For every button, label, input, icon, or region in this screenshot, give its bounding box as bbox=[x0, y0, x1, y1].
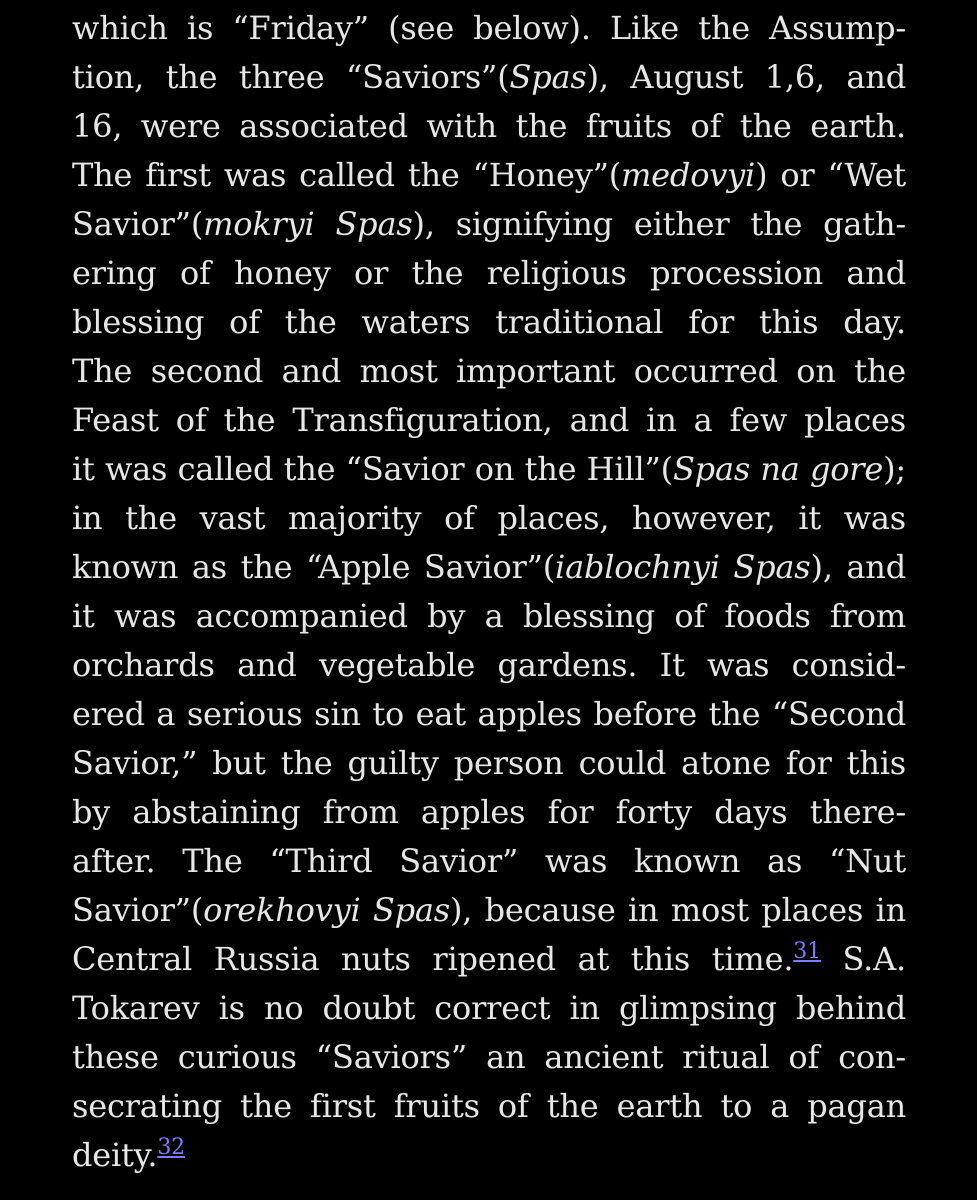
text-run: deity. bbox=[72, 1136, 158, 1174]
text-run: ), and bbox=[810, 548, 906, 586]
text-run: Central Russia nuts ripened at this time. bbox=[72, 940, 794, 978]
text-run: Tokarev is no doubt correct in glimpsing behind bbox=[72, 989, 906, 1027]
italic-term: medovyi bbox=[621, 156, 756, 194]
text-line bbox=[72, 1033, 906, 1082]
text-line bbox=[72, 298, 906, 347]
text-run: ered a serious sin to eat apples before the “Second bbox=[72, 695, 906, 733]
text-run: known as the “Apple Savior”( bbox=[72, 548, 556, 586]
text-line bbox=[72, 690, 906, 739]
text-run: ); bbox=[883, 450, 906, 488]
text-run: Savior”( bbox=[72, 205, 204, 243]
text-run: blessing of the waters traditional for this day. bbox=[72, 303, 906, 341]
text-run: ) or “Wet bbox=[755, 156, 906, 194]
text-line bbox=[72, 347, 906, 396]
text-line bbox=[72, 151, 906, 200]
text-run: which is “Friday” (see below). Like the Assump- bbox=[72, 9, 906, 47]
text-run: tion, the three “Saviors”( bbox=[72, 58, 510, 96]
text-run: in the vast majority of places, however, it was bbox=[72, 499, 906, 537]
text-run: it was called the “Savior on the Hill”( bbox=[72, 450, 673, 488]
text-run: ), August 1,6, and bbox=[586, 58, 906, 96]
text-run: it was accompanied by a blessing of foods from bbox=[72, 597, 906, 635]
text-run: by abstaining from apples for forty days there- bbox=[72, 793, 906, 831]
italic-term: Spas bbox=[509, 58, 587, 96]
text-run: 16, were associated with the fruits of the earth. bbox=[72, 107, 906, 145]
text-line bbox=[72, 886, 906, 935]
text-line bbox=[72, 837, 906, 886]
text-line bbox=[72, 592, 906, 641]
text-line bbox=[72, 739, 906, 788]
text-run: Savior”( bbox=[72, 891, 204, 929]
text-line bbox=[72, 53, 906, 102]
text-run: The second and most important occurred on the bbox=[72, 352, 906, 390]
text-run: these curious “Saviors” an ancient ritual of con- bbox=[72, 1038, 906, 1076]
text-run: The first was called the “Honey”( bbox=[72, 156, 622, 194]
text-line bbox=[72, 200, 906, 249]
text-run: S.A. bbox=[820, 940, 906, 978]
text-line bbox=[72, 445, 906, 494]
text-line bbox=[72, 396, 906, 445]
text-run: orchards and vegetable gardens. It was consid- bbox=[72, 646, 906, 684]
text-line bbox=[72, 935, 906, 984]
text-line bbox=[72, 494, 906, 543]
text-run: ), signifying either the gath- bbox=[412, 205, 906, 243]
text-line bbox=[72, 1082, 906, 1131]
text-run: ), because in most places in bbox=[449, 891, 906, 929]
italic-term: iablochnyi Spas bbox=[555, 548, 811, 586]
text-line bbox=[72, 984, 906, 1033]
italic-term: mokryi Spas bbox=[203, 205, 413, 243]
footnote-link[interactable]: 31 bbox=[793, 939, 821, 964]
text-run: Feast of the Transfiguration, and in a few places bbox=[72, 401, 906, 439]
text-run: Savior,” but the guilty person could atone for this bbox=[72, 744, 906, 782]
text-run: ering of honey or the religious procession and bbox=[72, 254, 906, 292]
text-line bbox=[72, 102, 906, 151]
text-run: secrating the first fruits of the earth to a pagan bbox=[72, 1087, 906, 1125]
text-line bbox=[72, 4, 906, 53]
text-line bbox=[72, 641, 906, 690]
italic-term: Spas na gore bbox=[672, 450, 884, 488]
text-line bbox=[72, 788, 906, 837]
footnote-link[interactable]: 32 bbox=[157, 1135, 185, 1160]
text-line bbox=[72, 543, 906, 592]
italic-term: orekhovyi Spas bbox=[203, 891, 450, 929]
text-run: after. The “Third Savior” was known as “Nut bbox=[72, 842, 906, 880]
text-line bbox=[72, 1131, 906, 1180]
reader-page bbox=[72, 0, 906, 1200]
text-line bbox=[72, 249, 906, 298]
